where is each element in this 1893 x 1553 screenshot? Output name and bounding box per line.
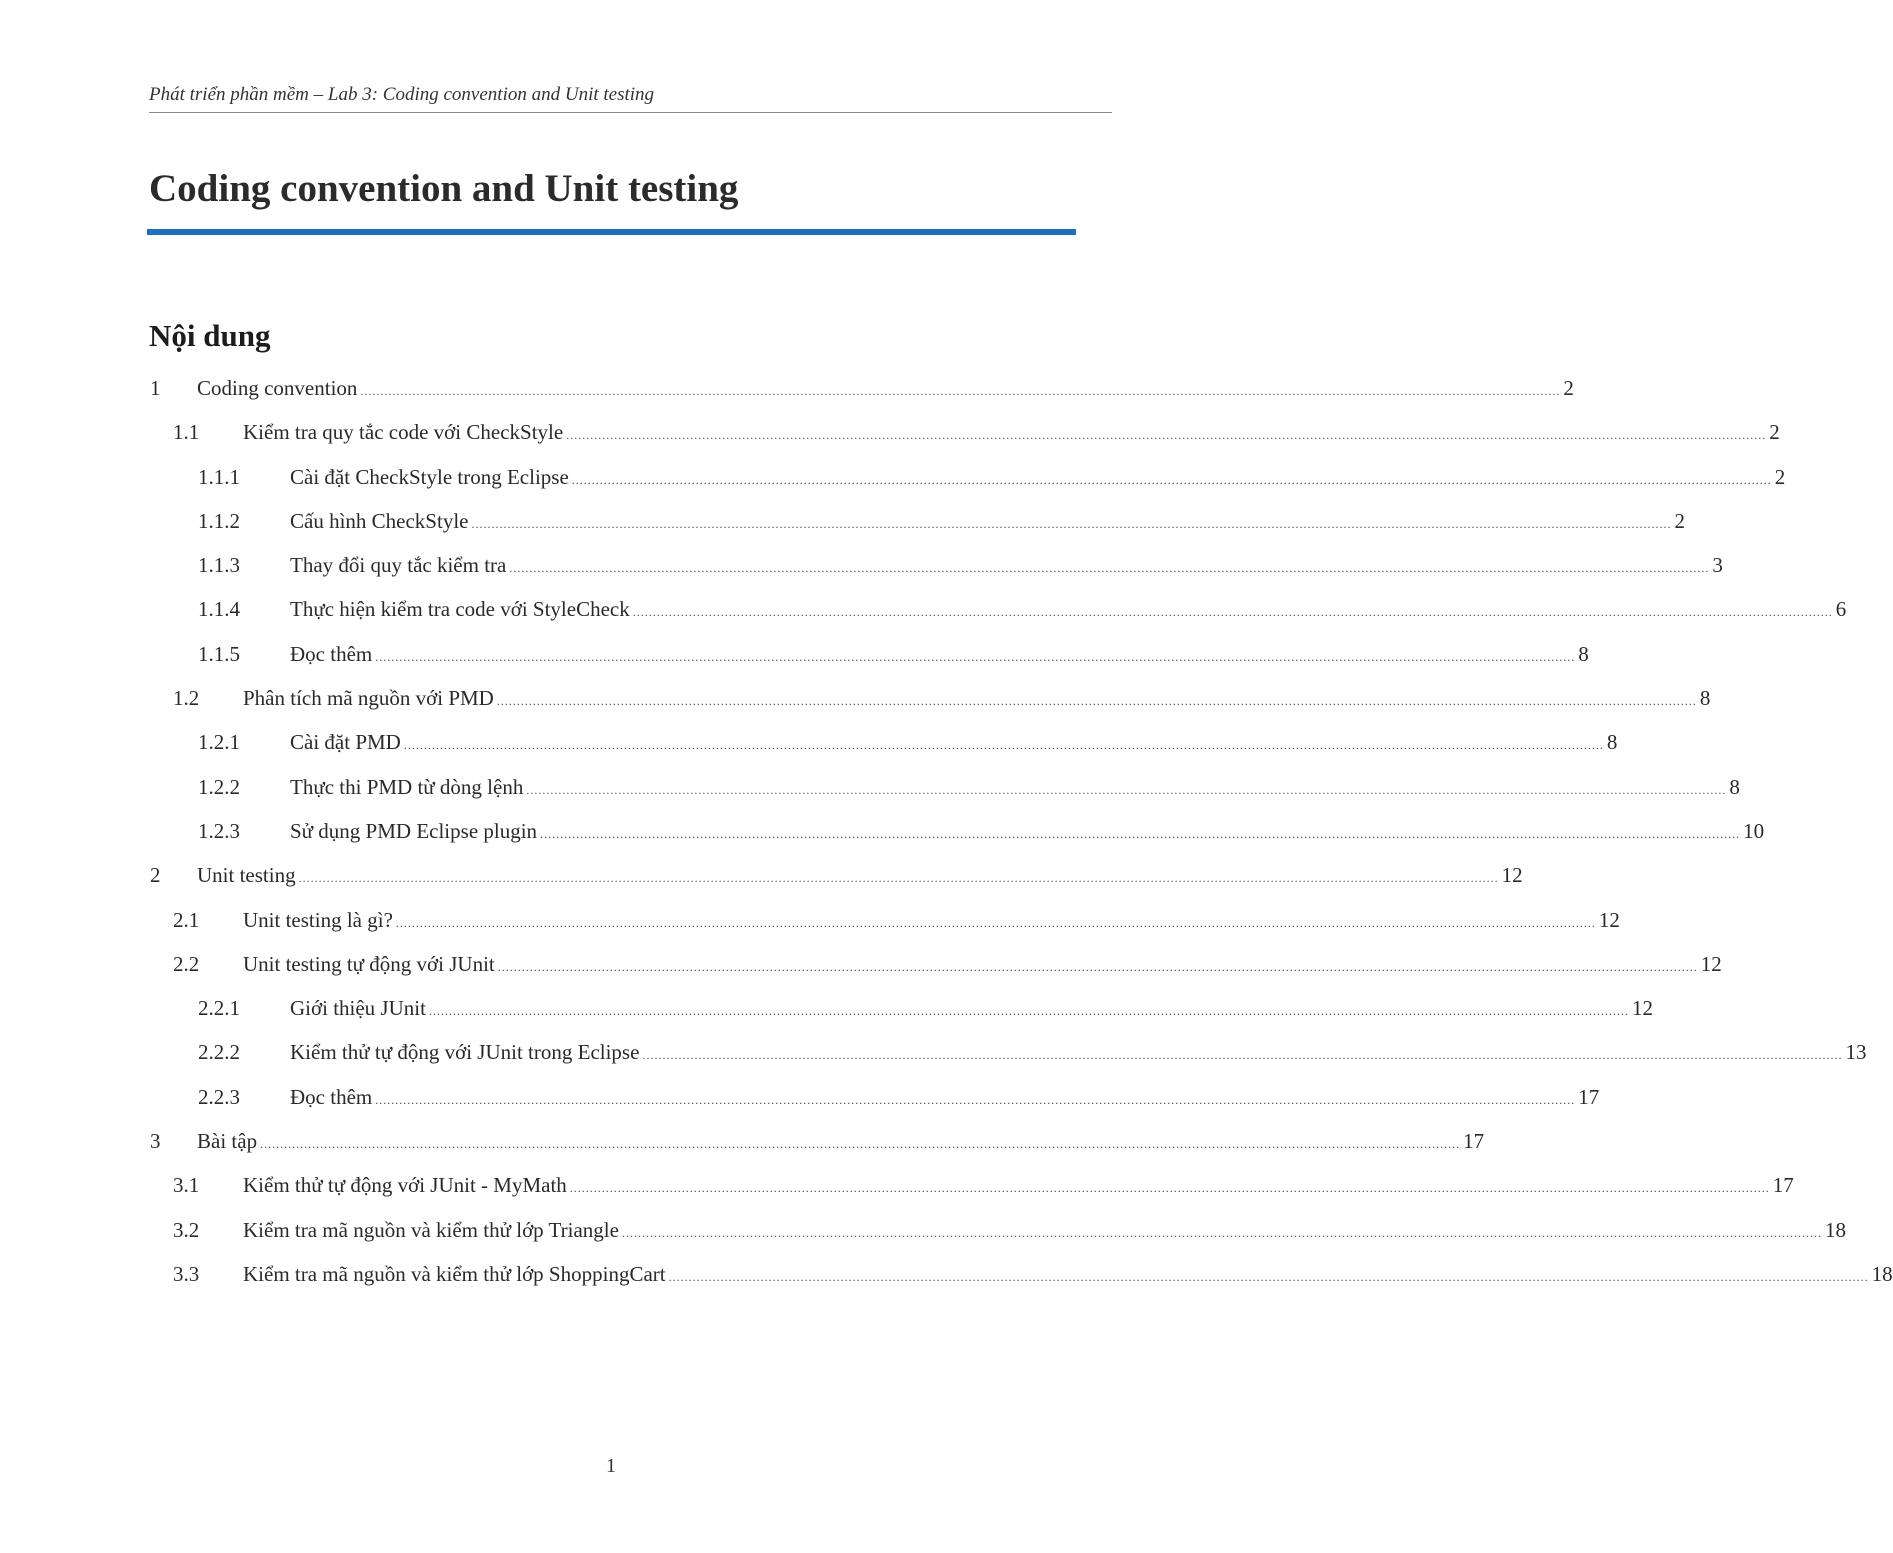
toc-entry-page: 10 [1743, 818, 1765, 843]
toc-entry-number: 3 [150, 1129, 161, 1154]
toc-entry[interactable] [0, 1030, 1867, 1074]
toc-dot-leader: ............................................................................................................................................................................................................................................................................................................ [403, 738, 1604, 753]
toc-dot-leader: ............................................................................................................................................................................................................................................................................................................ [642, 1048, 1843, 1063]
toc-entry-page: 18 [1824, 1217, 1846, 1242]
toc-entry[interactable] [0, 853, 1523, 897]
toc-dot-leader: ............................................................................................................................................................................................................................................................................................................ [260, 1137, 1461, 1152]
toc-dot-leader: ............................................................................................................................................................................................................................................................................................................ [509, 561, 1710, 576]
toc-entry-page: 2 [1674, 508, 1685, 533]
toc-entry-page: 12 [1700, 951, 1722, 976]
toc-entry-page: 2 [1774, 464, 1786, 489]
toc-dot-leader: ............................................................................................................................................................................................................................................................................................................ [526, 782, 1727, 797]
toc-entry-page: 8 [1699, 686, 1711, 711]
toc-entry-label: Cấu hình CheckStyle [290, 508, 469, 533]
title-underline [147, 229, 1076, 235]
toc-entry-page: 8 [1578, 641, 1589, 666]
toc-entry-label: Unit testing tự động với JUnit [243, 951, 495, 976]
toc-entry-label: Đọc thêm [290, 1084, 373, 1109]
toc-entry-number: 1.2.2 [198, 774, 240, 799]
toc-dot-leader: ............................................................................................................................................................................................................................................................................................................ [571, 472, 1772, 487]
toc-entry-number: 1.1.2 [198, 508, 240, 533]
toc-heading: Nội dung [149, 318, 271, 353]
toc-entry-page: 8 [1606, 730, 1618, 755]
toc-dot-leader: ............................................................................................................................................................................................................................................................................................................ [668, 1269, 1869, 1284]
toc-entry-label: Sử dụng PMD Eclipse plugin [290, 818, 538, 843]
toc-entry[interactable] [0, 942, 1722, 986]
toc-entry-label: Cài đặt PMD [290, 730, 401, 755]
toc-entry-number: 1 [150, 376, 161, 400]
toc-entry[interactable] [0, 366, 1574, 410]
toc-entry[interactable] [0, 898, 1620, 942]
toc-entry-page: 2 [1563, 376, 1574, 400]
toc-entry-page: 6 [1835, 597, 1847, 622]
toc-entry-label: Thực thi PMD từ dòng lệnh [290, 774, 524, 799]
toc-entry-number: 2.2.3 [198, 1084, 240, 1109]
toc-entry-page: 2 [1769, 420, 1780, 445]
toc-entry-label: Thay đổi quy tắc kiểm tra [290, 553, 507, 578]
toc-entry-label: Thực hiện kiểm tra code với StyleCheck [290, 597, 630, 622]
toc-dot-leader: ............................................................................................................................................................................................................................................................................................................ [375, 649, 1576, 664]
toc-dot-leader: ............................................................................................................................................................................................................................................................................................................ [471, 516, 1672, 531]
toc-entry[interactable] [0, 543, 1723, 587]
toc-entry-number: 1.1.3 [198, 553, 240, 578]
toc-entry-number: 1.2 [173, 686, 200, 711]
toc-entry-label: Kiểm thử tự động với JUnit trong Eclipse [290, 1040, 640, 1065]
toc-entry-page: 12 [1631, 996, 1653, 1021]
toc-entry[interactable] [0, 455, 1786, 499]
toc-entry[interactable] [0, 720, 1618, 764]
toc-entry[interactable] [0, 1119, 1485, 1163]
toc-entry-page: 3 [1712, 553, 1723, 578]
toc-entry-page: 8 [1729, 774, 1740, 799]
toc-entry[interactable] [0, 1252, 1893, 1296]
toc-dot-leader: ............................................................................................................................................................................................................................................................................................................ [632, 605, 1833, 620]
toc-entry[interactable] [0, 1208, 1846, 1252]
toc-entry[interactable] [0, 1163, 1794, 1207]
toc-entry-number: 2.2.1 [198, 996, 240, 1021]
toc-entry-page: 17 [1772, 1173, 1794, 1198]
toc-dot-leader: ............................................................................................................................................................................................................................................................................................................ [621, 1225, 1822, 1240]
toc-entry-number: 2 [150, 863, 161, 888]
toc-entry[interactable] [0, 986, 1653, 1030]
toc-entry-number: 1.2.3 [198, 818, 240, 843]
toc-entry[interactable] [0, 499, 1685, 543]
toc-entry-number: 1.1 [173, 420, 200, 445]
toc-entry[interactable] [0, 676, 1711, 720]
toc-entry-number: 3.3 [173, 1261, 200, 1286]
toc-entry-number: 1.1.4 [198, 597, 240, 622]
toc-entry-label: Phân tích mã nguồn với PMD [243, 686, 494, 711]
toc-entry-number: 3.2 [173, 1217, 200, 1242]
toc-entry-label: Kiểm thử tự động với JUnit - MyMath [243, 1173, 567, 1198]
toc-entry-label: Unit testing là gì? [243, 907, 393, 932]
toc-dot-leader: ............................................................................................................................................................................................................................................................................................................ [375, 1092, 1576, 1107]
toc-dot-leader: ............................................................................................................................................................................................................................................................................................................ [395, 915, 1596, 930]
toc-entry-label: Kiểm tra mã nguồn và kiểm thử lớp ShoppingCart [243, 1261, 666, 1286]
toc-entry-page: 17 [1463, 1129, 1485, 1154]
header-divider [149, 112, 1112, 113]
toc-entry-number: 3.1 [173, 1173, 200, 1198]
toc-entry-label: Coding convention [197, 376, 358, 400]
toc-dot-leader: ............................................................................................................................................................................................................................................................................................................ [569, 1181, 1770, 1196]
toc-entry-number: 1.1.1 [198, 464, 240, 489]
toc-entry-page: 12 [1501, 863, 1523, 888]
toc-entry-number: 2.2 [173, 951, 200, 976]
toc-entry-label: Đọc thêm [290, 641, 373, 666]
toc-entry-number: 2.2.2 [198, 1040, 240, 1065]
toc-entry[interactable] [0, 632, 1589, 676]
toc-dot-leader: ............................................................................................................................................................................................................................................................................................................ [496, 694, 1697, 709]
toc-dot-leader: ............................................................................................................................................................................................................................................................................................................ [540, 826, 1741, 841]
toc-entry[interactable] [0, 1075, 1600, 1119]
toc-entry-page: 17 [1578, 1084, 1600, 1109]
toc-entry[interactable] [0, 765, 1740, 809]
toc-entry[interactable] [0, 410, 1780, 454]
toc-entry-number: 1.2.1 [198, 730, 240, 755]
toc-entry-number: 2.1 [173, 907, 200, 932]
toc-dot-leader: ............................................................................................................................................................................................................................................................................................................ [428, 1004, 1629, 1019]
running-header: Phát triển phần mềm – Lab 3: Coding convention and Unit testing [149, 84, 655, 105]
toc-entry[interactable] [0, 809, 1765, 853]
toc-dot-leader: ............................................................................................................................................................................................................................................................................................................ [298, 871, 1499, 886]
toc-entry-label: Unit testing [197, 863, 296, 888]
toc-entry-page: 13 [1845, 1040, 1867, 1065]
toc-entry-page: 12 [1598, 907, 1620, 932]
toc-entry-label: Bài tập [197, 1129, 258, 1154]
page-number: 1 [606, 1455, 616, 1477]
toc-entry-label: Kiểm tra quy tắc code với CheckStyle [243, 420, 564, 445]
document-title: Coding convention and Unit testing [149, 167, 739, 210]
toc-entry-label: Cài đặt CheckStyle trong Eclipse [290, 464, 569, 489]
table-of-contents [0, 366, 1893, 1296]
toc-entry-number: 1.1.5 [198, 641, 240, 666]
toc-entry-label: Giới thiệu JUnit [290, 996, 426, 1021]
toc-entry-label: Kiểm tra mã nguồn và kiểm thử lớp Triangle [243, 1217, 619, 1242]
toc-dot-leader: ............................................................................................................................................................................................................................................................................................................ [497, 959, 1698, 974]
toc-entry-page: 18 [1871, 1261, 1893, 1286]
toc-dot-leader: ............................................................................................................................................................................................................................................................................................................ [566, 428, 1767, 443]
toc-entry[interactable] [0, 587, 1847, 631]
toc-dot-leader: ............................................................................................................................................................................................................................................................................................................ [360, 384, 1561, 398]
